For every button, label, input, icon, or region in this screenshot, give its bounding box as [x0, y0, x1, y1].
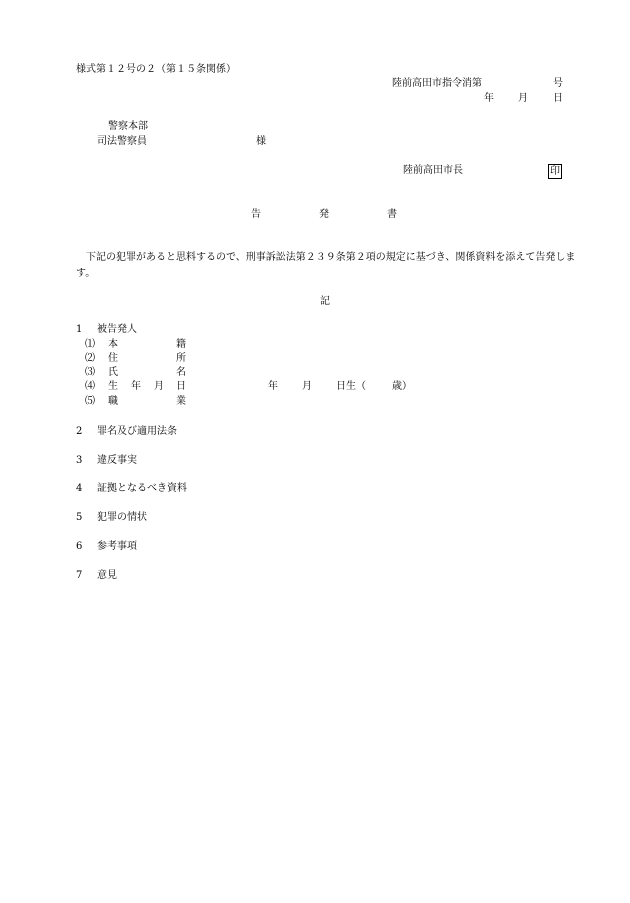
section-2-label: 罪名及び適用法条: [97, 426, 177, 437]
sender-name: 陸前高田市長: [403, 165, 463, 176]
field-3-num: ⑶: [85, 367, 95, 378]
birth-month: 月: [302, 381, 312, 392]
section-4-label: 証拠となるべき資料: [97, 483, 187, 494]
section-5-num: 5: [76, 512, 83, 523]
field-4-b: 日: [176, 381, 186, 392]
field-2-b: 所: [176, 353, 186, 364]
field-5-a: 職: [108, 396, 118, 407]
recipient-title: 司法警察員: [97, 136, 147, 147]
field-4-num: ⑷: [85, 381, 95, 392]
field-2-num: ⑵: [85, 353, 95, 364]
section-2-num: 2: [76, 426, 83, 437]
doc-number-prefix: 陸前高田市指令消第: [392, 78, 482, 89]
body-paragraph: 下記の犯罪があると思料するので、刑事訴訟法第２３９条第２項の規定に基づき、関係資料を添えて告発します。: [76, 252, 576, 279]
section-3-label: 違反事実: [97, 455, 137, 466]
field-4-m2: 月: [154, 381, 164, 392]
field-5-num: ⑸: [85, 396, 95, 407]
field-4-m1: 年: [131, 381, 141, 392]
field-2-a: 住: [108, 353, 118, 364]
form-id: 様式第１２号の２（第１５条関係）: [76, 64, 236, 75]
field-5-b: 業: [176, 396, 186, 407]
recipient-org: 警察本部: [108, 121, 148, 132]
date-day: 日: [553, 93, 563, 104]
section-3-num: 3: [76, 455, 83, 466]
doc-title-char-3: 書: [387, 209, 397, 220]
field-3-b: 名: [176, 367, 186, 378]
section-1-label: 被告発人: [97, 324, 137, 335]
birth-year: 年: [268, 381, 278, 392]
section-6-num: 6: [76, 541, 83, 552]
section-1-num: 1: [76, 324, 83, 335]
field-1-a: 本: [108, 339, 118, 350]
recipient-honorific: 様: [256, 136, 266, 147]
birth-day: 日生（: [336, 381, 366, 392]
birth-age: 歳）: [392, 381, 412, 392]
date-month: 月: [518, 93, 528, 104]
seal-mark: 印: [550, 166, 560, 177]
doc-title-char-2: 発: [319, 209, 329, 220]
section-7-num: 7: [76, 570, 83, 581]
section-6-label: 参考事項: [97, 541, 137, 552]
field-3-a: 氏: [108, 367, 118, 378]
doc-title-char-1: 告: [251, 209, 261, 220]
section-5-label: 犯罪の情状: [97, 512, 147, 523]
field-1-num: ⑴: [85, 339, 95, 350]
doc-number-suffix: 号: [553, 78, 563, 89]
ki-label: 記: [320, 296, 330, 307]
section-4-num: 4: [76, 483, 83, 494]
field-1-b: 籍: [176, 339, 186, 350]
date-year: 年: [484, 93, 494, 104]
field-4-a: 生: [108, 381, 118, 392]
section-7-label: 意見: [97, 570, 117, 581]
